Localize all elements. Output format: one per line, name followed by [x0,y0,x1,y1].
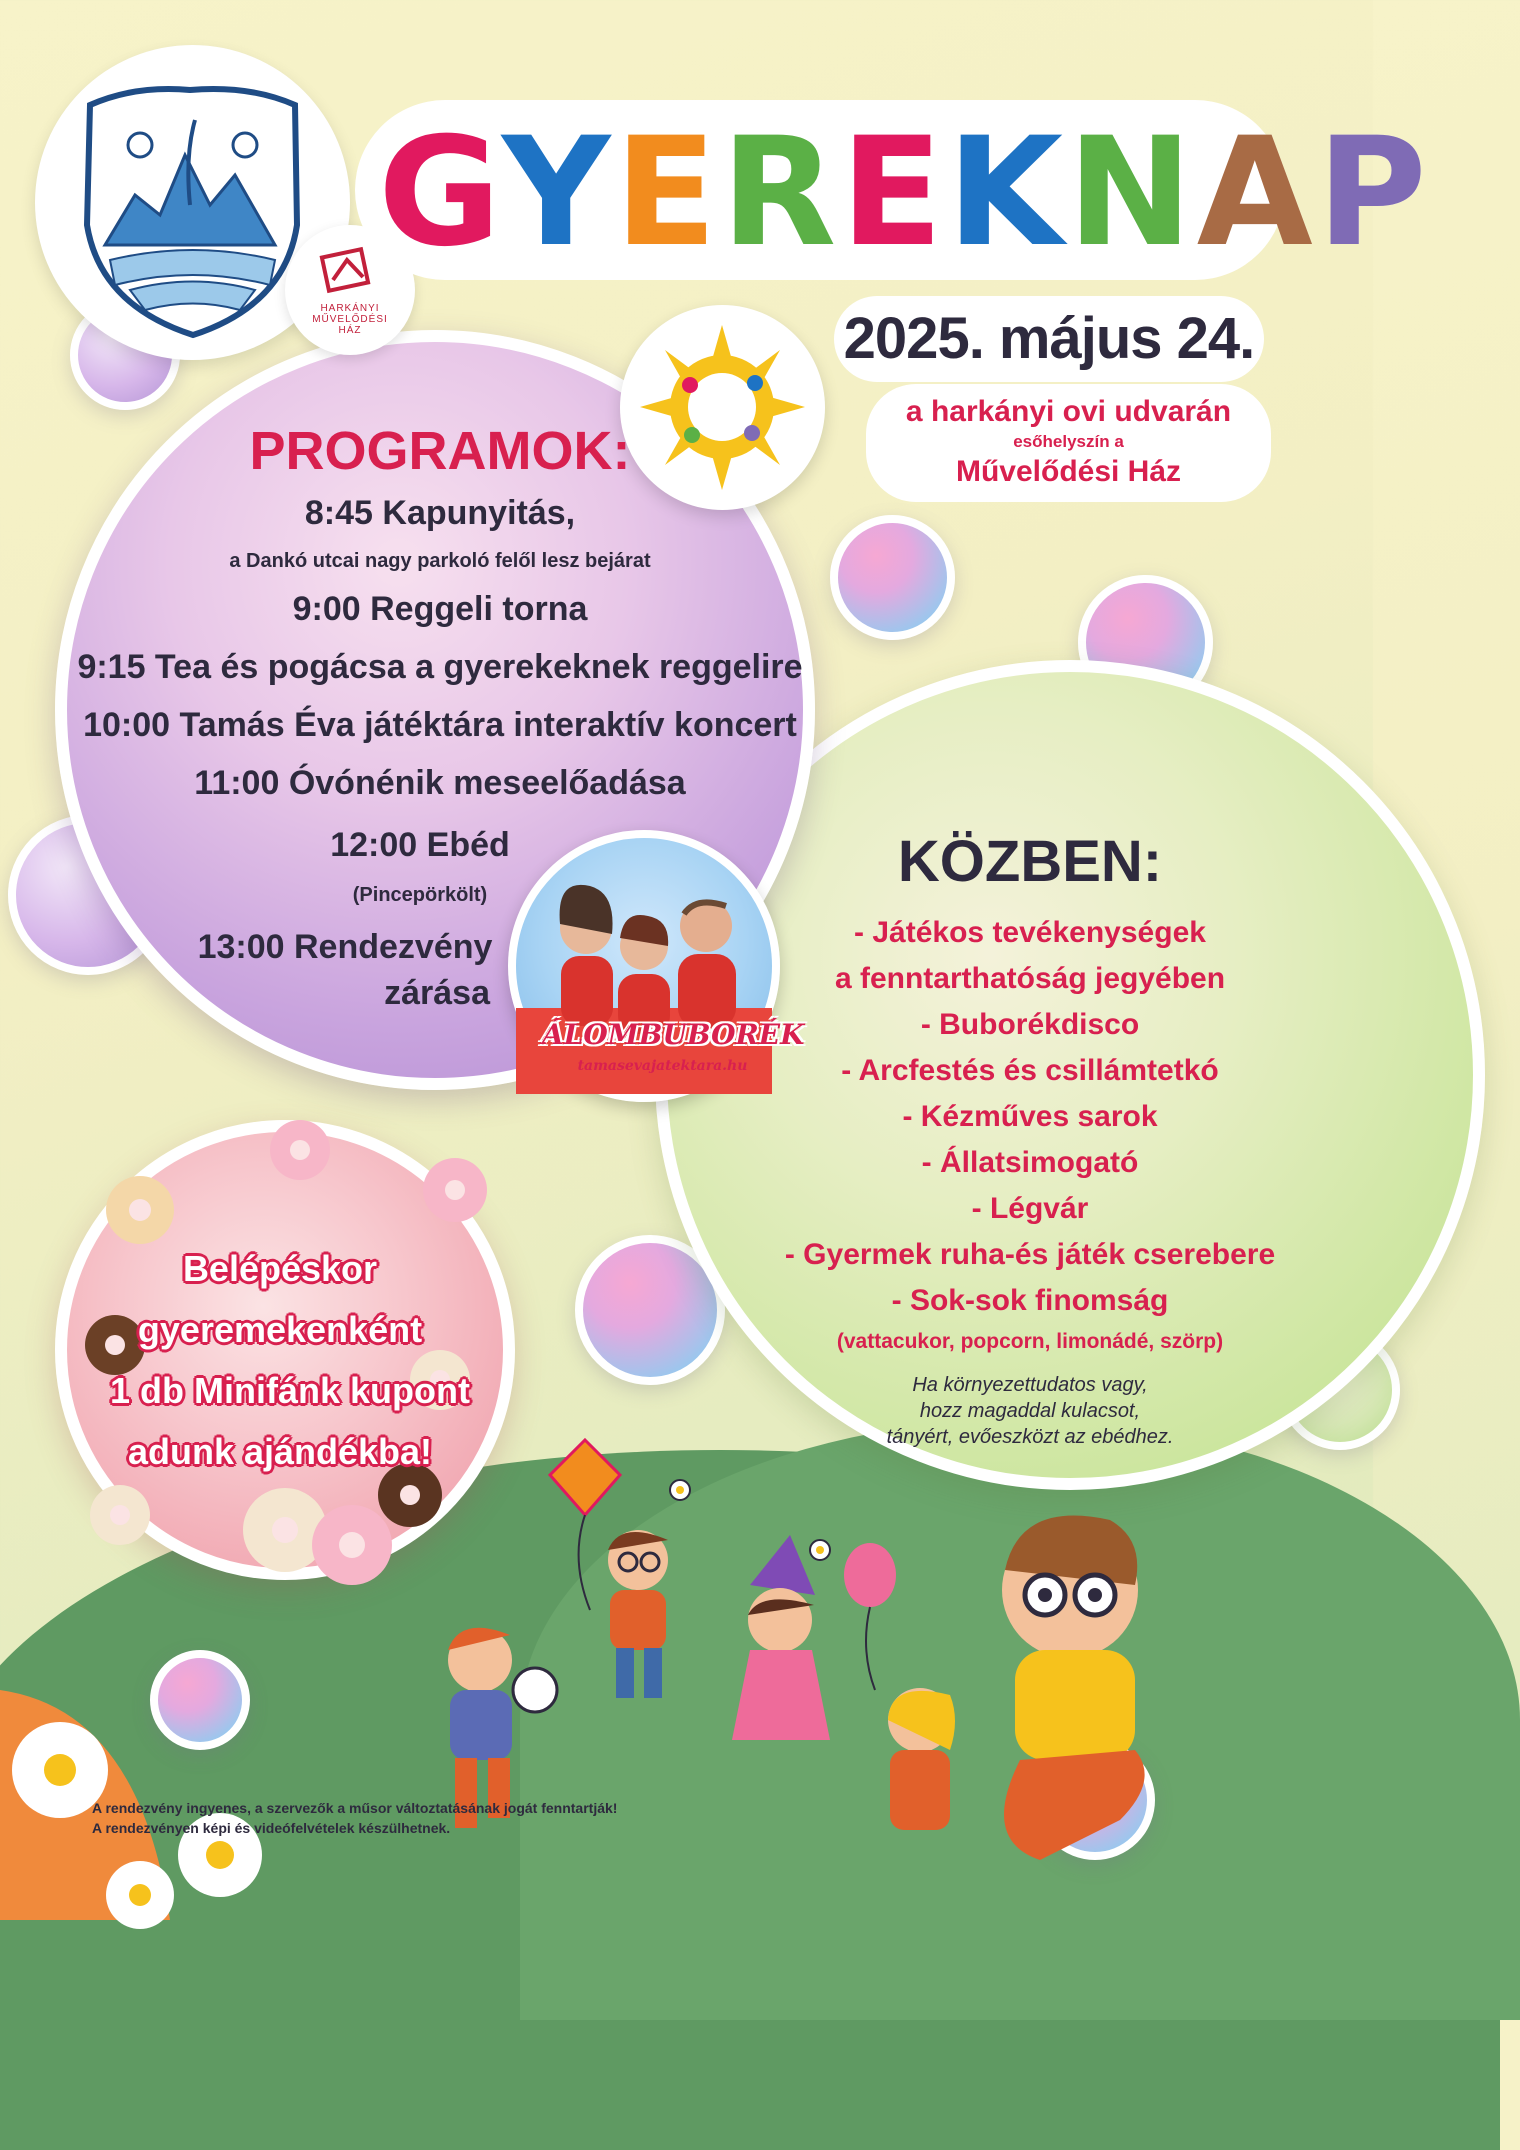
program-closing-1: 13:00 Rendezvény [197,928,493,966]
program-gates-note: a Dankó utcai nagy parkoló felől lesz bejárat [229,550,651,572]
boy-glasses-figure [608,1530,668,1698]
title-letter: K [946,106,1068,280]
harkanyi-logo-line1: HARKÁNYI [320,303,380,314]
eco-note-line2: hozz magaddal kulacsot, [919,1400,1141,1422]
kozben-item: - Állatsimogató [921,1146,1139,1179]
kozben-list [750,910,1310,1360]
page-title [378,106,1431,280]
performer-url: tamasevajatektara.hu [577,1058,748,1074]
program-closing-2: zárása [384,974,490,1012]
venue-pill [866,384,1271,502]
kozben-heading: KÖZBEN: [897,829,1163,894]
title-letter: N [1067,106,1197,280]
footer-line1: A rendezvény ingyenes, a szervezők a műsor változtatásának jogát fenntartják! [92,1800,618,1816]
harkanyi-logo-line2: MŰVELŐDÉSI HÁZ [312,314,388,336]
date-pill [834,296,1264,382]
coupon-line: 1 db Minifánk kupont [110,1370,470,1411]
flower-icon [670,1480,830,1560]
girl-blonde-figure [888,1688,955,1830]
footer-line2: A rendezvényen képi és videófelvételek készülhetnek. [92,1820,451,1836]
kozben-item: - Játékos tevékenységek [854,916,1206,949]
balloon-icon [844,1543,896,1690]
venue-main: a harkányi ovi udvarán [905,395,1232,428]
venue-rain-label: esőhelyszín a [1013,432,1124,451]
kozben-item: - Kézműves sarok [902,1100,1158,1133]
title-letter: P [1316,106,1431,280]
program-heading: PROGRAMOK: [249,421,631,481]
kite-icon [550,1440,620,1610]
eco-note-line1: Ha környezettudatos vagy, [912,1374,1148,1396]
performers-image [516,838,772,1094]
girl-witch-figure [732,1535,830,1740]
program-lunch-note: (Pincepörkölt) [352,884,488,906]
program-concert: 10:00 Tamás Éva játéktára interaktív koncert [83,706,797,744]
coupon-line: adunk ajándékba! [127,1431,433,1472]
footer-disclaimer [92,1798,617,1838]
title-letter: R [720,106,841,280]
coupon-line: Belépéskor [182,1248,378,1289]
program-lunch: 12:00 Ebéd [330,826,510,864]
program-tea: 9:15 Tea és pogácsa a gyerekeknek reggelire [77,648,803,686]
venue-rain-place: Művelődési Ház [955,455,1182,488]
orange-flowers-decor [0,1650,380,1920]
title-letter: E [840,106,947,280]
title-letter: E [614,106,721,280]
kozben-item: - Arcfestés és csillámtetkó [841,1054,1219,1087]
harkanyi-logo-text [300,303,400,336]
kozben-item: - Buborékdisco [920,1008,1140,1041]
coupon-text [110,1238,470,1482]
kozben-treats: (vattacukor, popcorn, limonádé, szörp) [836,1330,1224,1353]
program-gates: 8:45 Kapunyitás, [304,494,576,532]
eco-note-line3: tányért, evőeszközt az ebédhez. [886,1426,1174,1448]
event-date: 2025. május 24. [843,306,1255,371]
title-letter: G [378,106,502,280]
decor-bubble [830,515,955,640]
performer-brand: ÁLOMBUBORÉK [542,1018,805,1051]
program-tale: 11:00 Óvónénik meseelőadása [194,764,686,802]
title-letter: Y [501,106,615,280]
kozben-item: - Sok-sok finomság [891,1284,1169,1317]
coupon-line: gyeremekenként [137,1309,423,1350]
kozben-item: - Gyermek ruha-és játék cserebere [784,1238,1276,1271]
title-letter: A [1196,106,1317,280]
kozben-item: a fenntarthatóság jegyében [834,962,1226,995]
boy-flying-figure [1002,1516,1145,1860]
program-exercise: 9:00 Reggeli torna [292,590,588,628]
kozben-item: - Légvár [971,1192,1089,1225]
